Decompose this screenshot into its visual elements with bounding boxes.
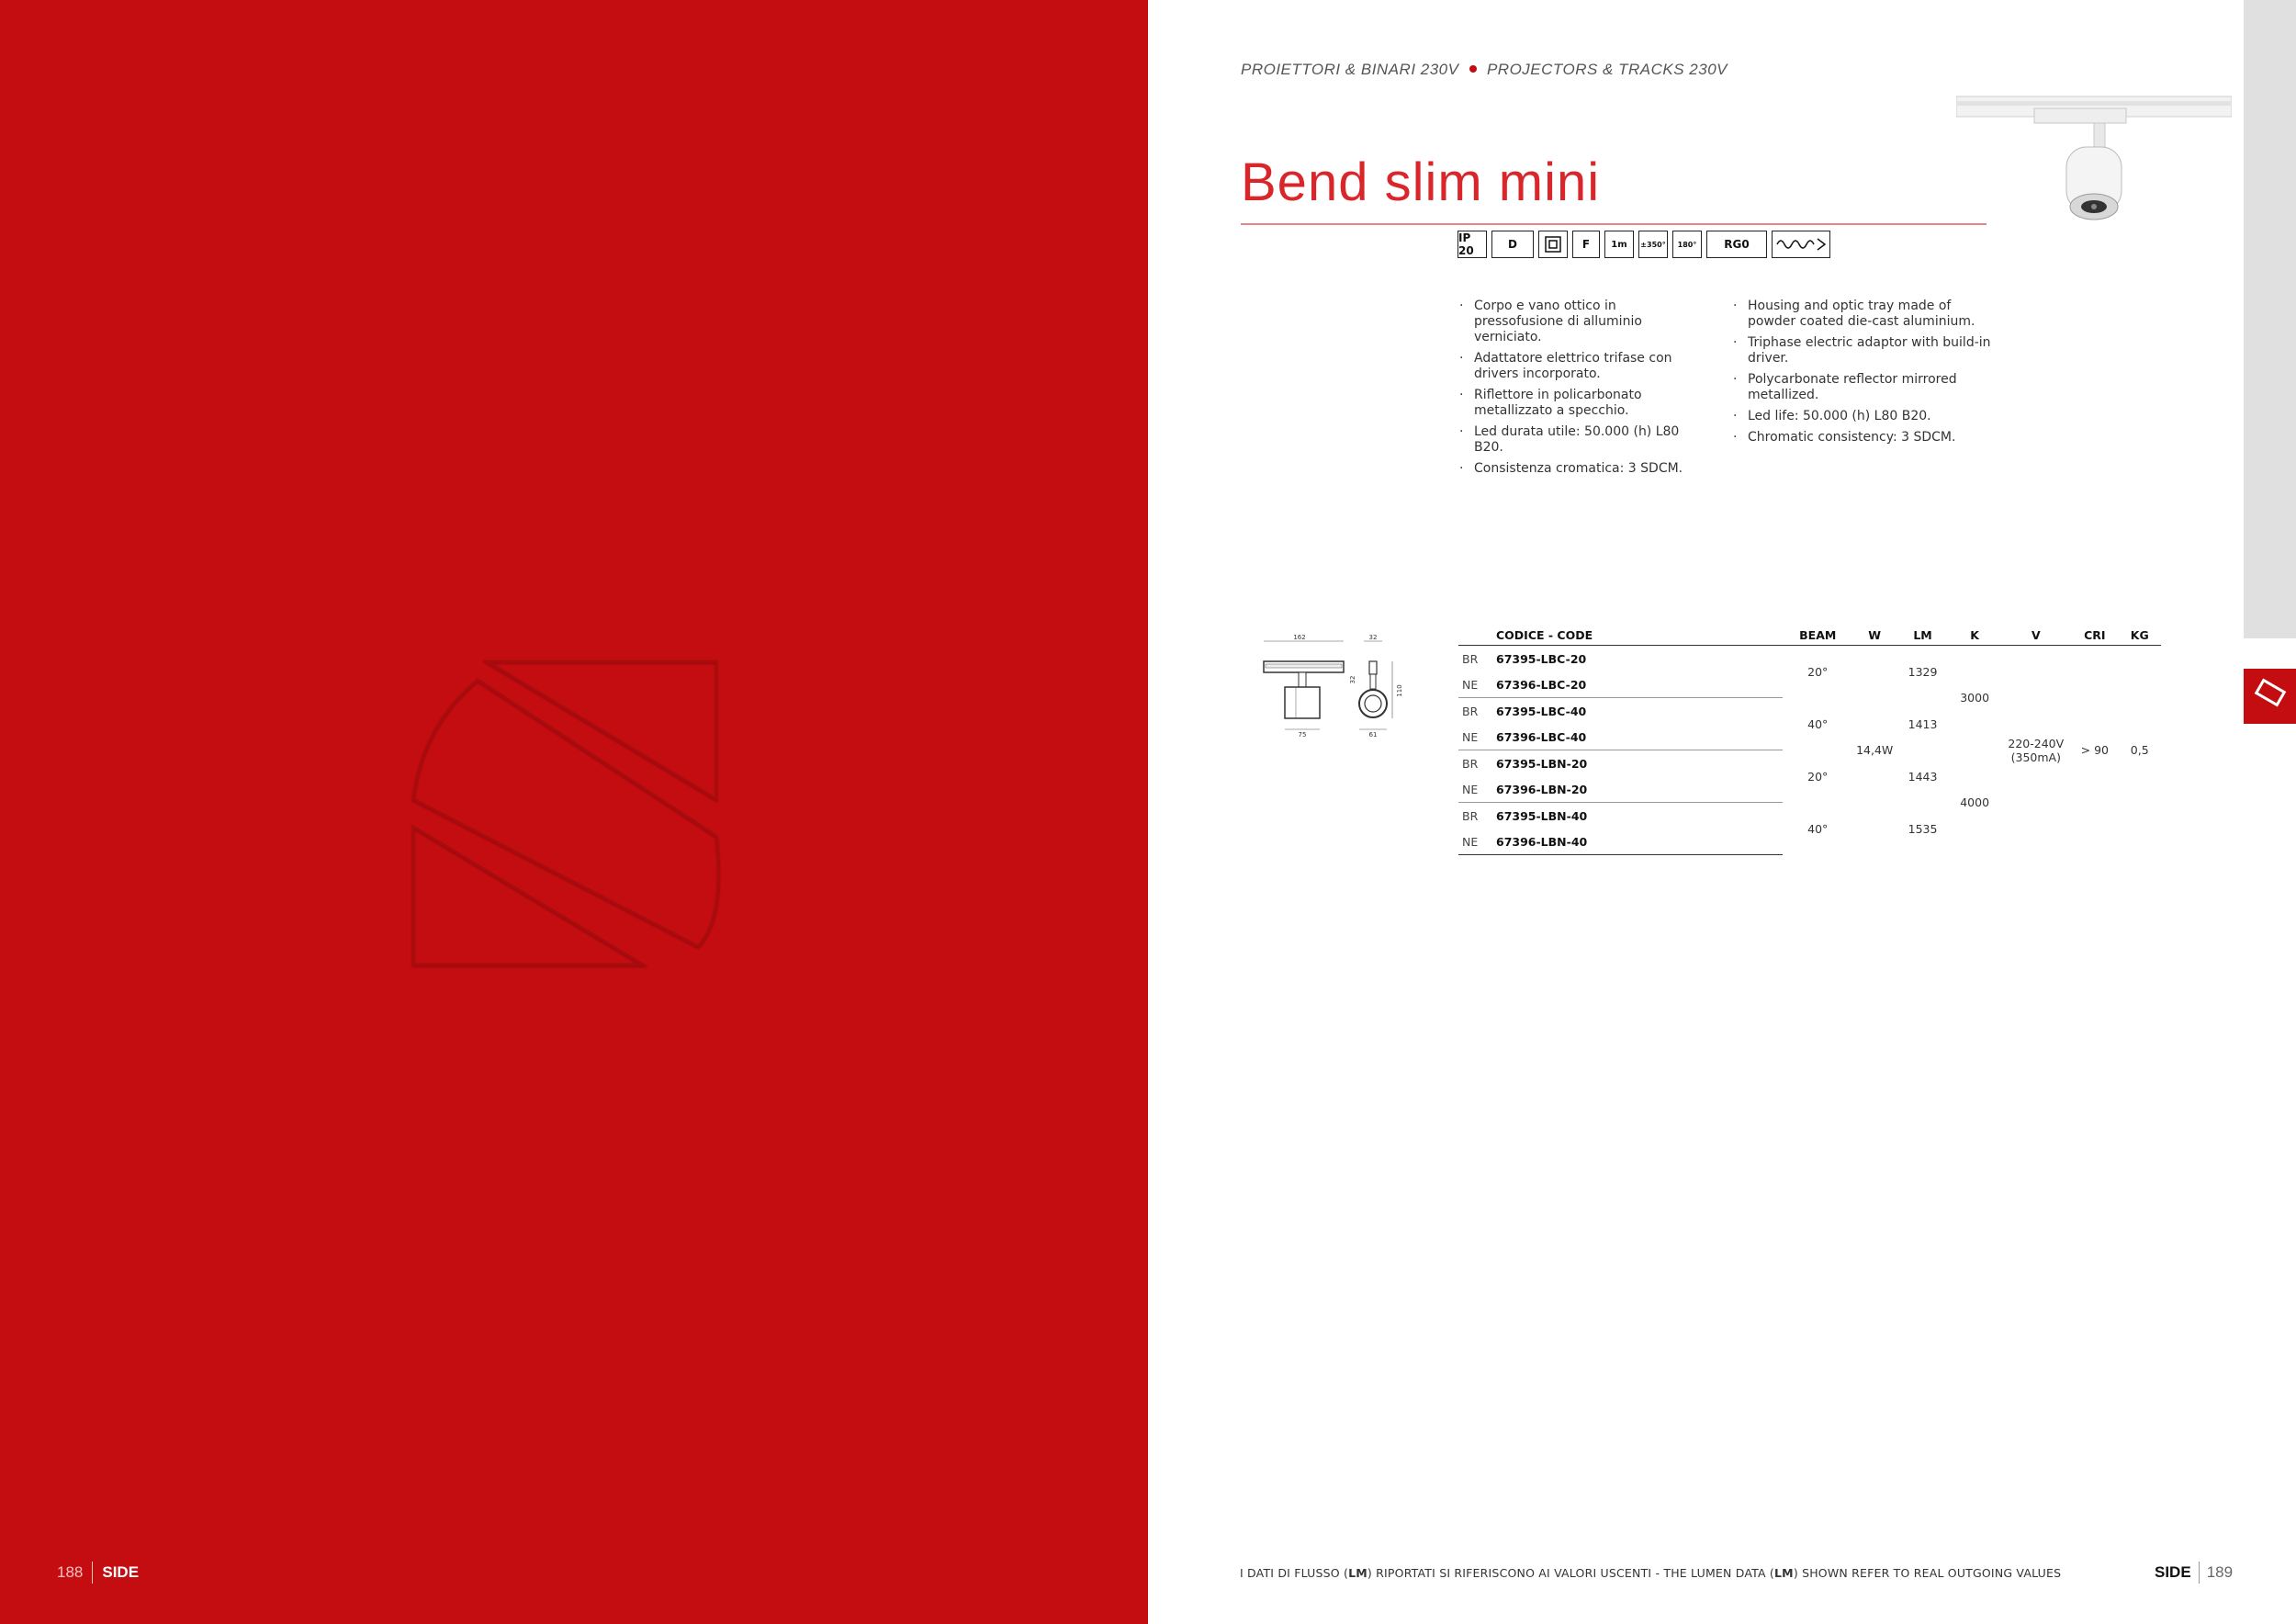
- features-it-list: [1458, 299, 1705, 482]
- table-header-row: [1458, 625, 2161, 646]
- features-en-list: [1731, 299, 1998, 451]
- right-page-number: 189: [2206, 1563, 2234, 1581]
- category-it: PROIETTORI & BINARI 230V: [1241, 61, 1459, 78]
- header-v: V: [2000, 625, 2071, 646]
- dimmable-d-icon: D: [1491, 231, 1534, 258]
- list-item: · Led durata utile: 50.000 (h) L80 B20.: [1458, 424, 1705, 456]
- title-divider: [1241, 223, 1986, 225]
- category-dot-icon: [1469, 65, 1477, 73]
- category-heading: [1241, 61, 1728, 79]
- list-item: · Polycarbonate reflector mirrored metallized.: [1731, 372, 1998, 403]
- feature-icons-row: [1458, 231, 1830, 258]
- min-distance-icon: 1m: [1604, 231, 1634, 258]
- dim-height: 110: [1396, 684, 1403, 697]
- table-row: BR 67395-LBC-20 20° 14,4W 1329 3000 220-240V (350mA) > 90 0,5: [1458, 646, 2161, 672]
- f-mark-icon: F: [1572, 231, 1600, 258]
- header-lm: LM: [1896, 625, 1949, 646]
- header-kg: KG: [2119, 625, 2162, 646]
- table-row: BR 67395-LBN-20 20° 1443 4000: [1462, 756, 1990, 809]
- dim-body: 75: [1298, 731, 1307, 739]
- list-item: · Riflettore in policarbonato metallizzato a specchio.: [1458, 388, 1705, 419]
- list-item: · Triphase electric adaptor with build-in driver.: [1731, 335, 1998, 367]
- list-item: · Corpo e vano ottico in pressofusione di alluminio verniciato.: [1458, 299, 1705, 345]
- folio-separator: [2199, 1562, 2200, 1584]
- tilt-180-icon: 180°: [1672, 231, 1702, 258]
- header-w: W: [1852, 625, 1896, 646]
- table-row: NE 67396-LBC-20: [1458, 671, 2161, 698]
- watt-cell: 14,4W: [1856, 743, 1894, 758]
- table-row: BR 67395-LBC-40 40° 1413: [1462, 704, 1938, 731]
- cri-cell: > 90: [2080, 743, 2110, 758]
- spec-table: [1458, 625, 2161, 855]
- table-row: NE 67396-LBC-40: [1458, 724, 2161, 750]
- projector-section-icon: [2244, 669, 2296, 724]
- class-ii-icon: [1538, 231, 1568, 258]
- dim-width: 162: [1293, 634, 1306, 641]
- lumen-footnote: I DATI DI FLUSSO (LM) RIPORTATI SI RIFERISCONO AI VALORI USCENTI - THE LUMEN DATA (LM) SHOWN REFER TO REAL OUTGOING VALUES: [1240, 1566, 2062, 1580]
- header-code: CODICE - CODE: [1492, 625, 1783, 646]
- table-row: BR 67395-LBN-40 40° 1535: [1462, 808, 1938, 836]
- section-side-strip: [2244, 0, 2296, 638]
- technical-drawing: [1256, 634, 1422, 749]
- dim-depth: 32: [1368, 634, 1378, 641]
- right-folio: [2155, 1562, 2233, 1584]
- left-brand: SIDE: [102, 1563, 140, 1581]
- product-image: [1956, 92, 2232, 239]
- rotation-350-icon: ±350°: [1638, 231, 1668, 258]
- category-en: PROJECTORS & TRACKS 230V: [1486, 61, 1728, 78]
- kg-cell: 0,5: [2130, 743, 2149, 758]
- list-item: · Led life: 50.000 (h) L80 B20.: [1731, 409, 1998, 424]
- folio-separator: [92, 1562, 93, 1584]
- list-item: · Chromatic consistency: 3 SDCM.: [1731, 430, 1998, 445]
- right-brand: SIDE: [2155, 1563, 2191, 1581]
- flicker-free-icon: [1772, 231, 1830, 258]
- table-row: NE 67396-LBN-40: [1458, 829, 2161, 855]
- list-item: · Adattatore elettrico trifase con drivers incorporato.: [1458, 351, 1705, 382]
- list-item: · Housing and optic tray made of powder coated die-cast aluminium.: [1731, 299, 1998, 330]
- dim-diameter: 61: [1368, 731, 1378, 739]
- header-beam: BEAM: [1783, 625, 1852, 646]
- product-title: Bend slim mini: [1241, 152, 1601, 212]
- ip20-icon: IP 20: [1458, 231, 1487, 258]
- table-row: NE 67396-LBN-20: [1458, 776, 2161, 803]
- left-page-number: 188: [57, 1563, 84, 1581]
- left-folio: [57, 1562, 139, 1584]
- section-tab[interactable]: [2244, 669, 2296, 724]
- dim-stem: 32: [1349, 675, 1356, 684]
- list-item: · Consistenza cromatica: 3 SDCM.: [1458, 461, 1705, 477]
- header-k: K: [1949, 625, 2001, 646]
- voltage-cell: 220-240V (350mA): [2008, 736, 2065, 764]
- header-cri: CRI: [2071, 625, 2118, 646]
- side-logo-emboss-icon: [404, 652, 726, 974]
- rg0-icon: RG0: [1706, 231, 1767, 258]
